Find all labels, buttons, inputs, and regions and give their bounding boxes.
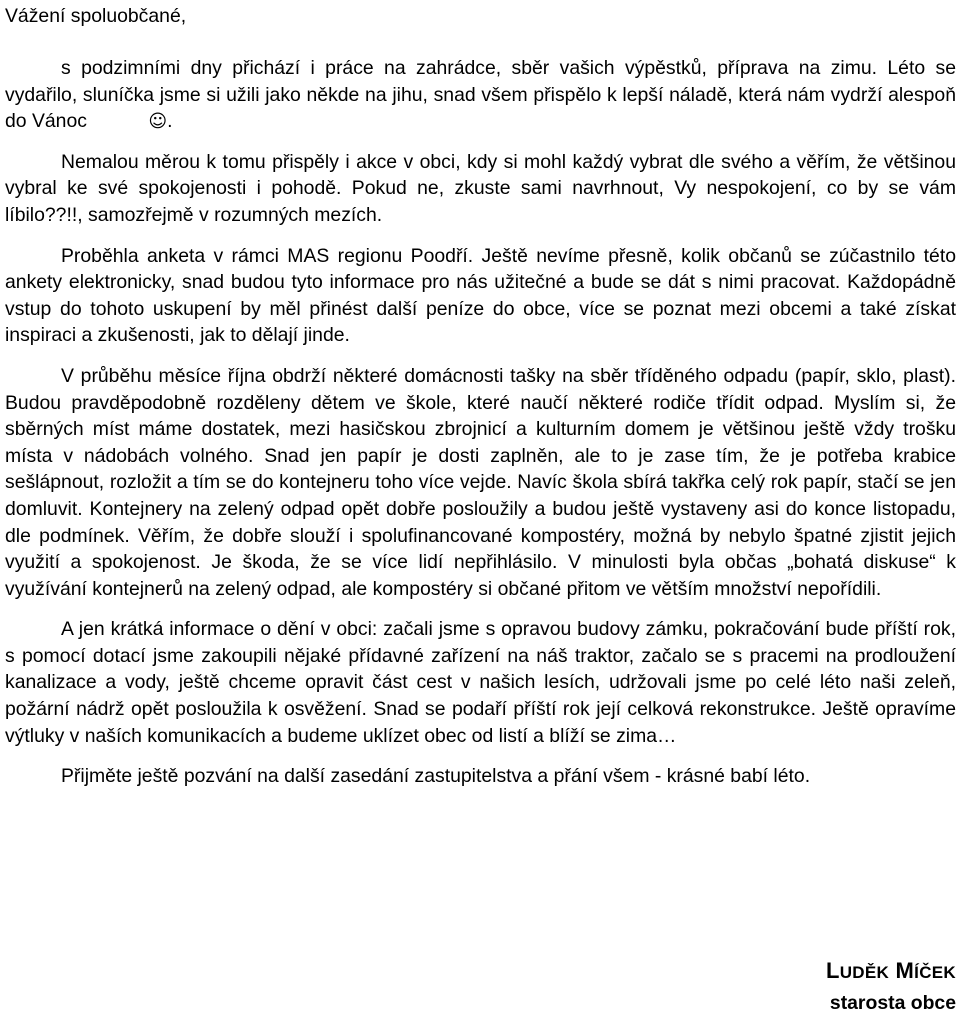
letter-body [5, 0, 956, 800]
name-last-initial: M [895, 958, 915, 983]
greeting: Vážení spoluobčané, [5, 5, 187, 27]
signature-name [826, 956, 956, 988]
paragraph-survey: Proběhla anketa v rámci MAS regionu Poodří. Ještě nevíme přesně, kolik občanů se zúčastnilo této ankety elektronicky, snad budou tyto informace pro nás užitečné a bude se dát s nimi pracovat. Každopádně vstup do tohoto uskupení by měl přinést další peníze do obce, více se poznat mezi obcemi a také získat inspiraci a zkušenosti, jak to dělají jinde. [5, 244, 956, 347]
paragraph-invitation: Přijměte ještě pozvání na další zasedání zastupitelstva a přání všem - krásné babí léto. [61, 765, 811, 788]
signature-role: starosta obce [829, 992, 956, 1014]
paragraph-village-news: A jen krátká informace o dění v obci: začali jsme s opravou budovy zámku, pokračování bude příští rok, s pomocí dotací jsme zakoupili nějaké přídavné zařízení na náš traktor, začalo se s pracemi na prodloužení kanalizace a vody, ještě chceme opravit část cest v našich lesích, udržovali jsme po celé léto naši zeleň, požární nádrž opět posloužila k osvěžení. Snad se podaří příští rok její celková rekonstrukce. Ještě opravíme výtluky v naších komunikacích a budeme uklízet obec od listí a blíží se zima… [5, 618, 956, 747]
name-first-rest: UDĚK [839, 963, 890, 982]
paragraph-waste: V průběhu měsíce října obdrží některé domácnosti tašky na sběr tříděného odpadu (papír, sklo, plast). Budou pravděpodobně rozděleny dětem ve škole, které naučí některé rodiče třídit odpad. Myslím si, že sběrných míst máme dostatek, mezi hasičskou zbrojnicí a kulturním domem je většinou ještě vždy trošku místa v nádobách volného. Snad jen papír je dosti zaplněn, ale to je zase tím, že je potřeba krabice sešlápnout, rozložit a tím se do kontejneru toho více vejde. Navíc škola sbírá takřka celý rok papír, stačí se jen domluvit. Kontejnery na zelený odpad opět dobře posloužily a budou ještě vystaveny asi do konce listopadu, dle podmínek. Věřím, že dobře slouží i spolufinancované kompostéry, možná by nebylo špatné zjistit jejich využití a spokojenost. Je škoda, že se více lidí nepřihlásilo. V minulosti byla občas „bohatá diskuse“ k využívání kontejnerů na zelený odpad, ale kompostéry si občané přitom ve větším množství nepořídili. [5, 364, 956, 600]
paragraph-intro-end: . [167, 110, 173, 133]
paragraph-events: Nemalou měrou k tomu přispěly i akce v obci, kdy si mohl každý vybrat dle svého a věřím, že většinou vybral ke své spokojenosti i pohodě. Pokud ne, zkuste sami navrhnout, Vy nespokojení, co by se vám líbilo??!!, samozřejmě v rozumných mezích. [5, 150, 956, 226]
paragraph-intro [5, 55, 956, 135]
smiley-icon: ☺ [148, 111, 168, 133]
name-last-rest: ÍČEK [914, 963, 956, 982]
paragraph-intro-text: s podzimními dny přichází i práce na zahrádce, sběr vašich výpěstků, příprava na zimu. Léto se vydařilo, sluníčka jsme si užili jako někde na jihu, snad všem přispělo k lepší náladě, která nám vydrží alespoň do Vánoc [5, 57, 956, 133]
signature [826, 956, 956, 1018]
name-first-initial: L [825, 958, 840, 983]
